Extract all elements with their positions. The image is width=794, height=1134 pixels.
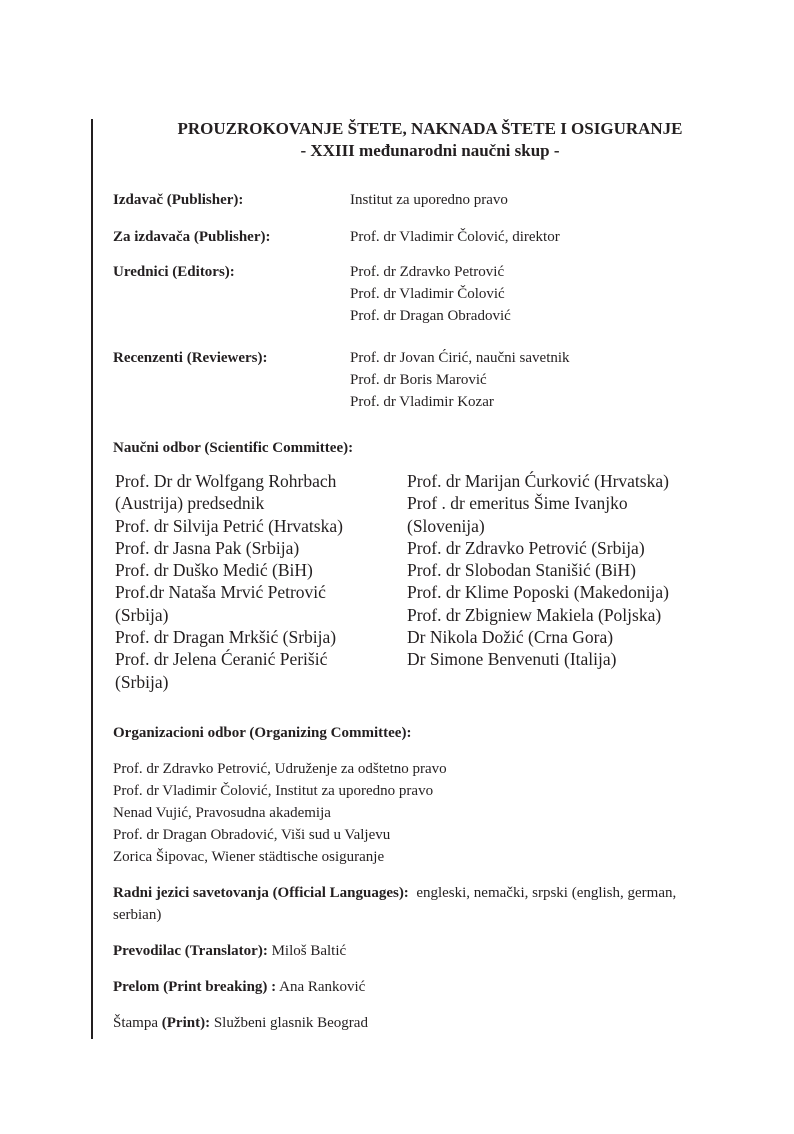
official-languages-label: Radni jezici savetovanja (Official Languages):	[113, 885, 409, 901]
for-publisher-label: Za izdavača (Publisher):	[113, 229, 271, 245]
organizing-committee-label: Organizacioni odbor (Organizing Committee):	[113, 725, 412, 741]
scientific-committee-label: Naučni odbor (Scientific Committee):	[113, 440, 354, 456]
committee-member: Prof. dr Zdravko Petrović (Srbija)	[407, 537, 645, 558]
committee-member: Prof.dr Nataša Mrvić Petrović	[115, 582, 326, 603]
scientific-committee-column-2	[407, 470, 669, 671]
committee-member: Prof. dr Jelena Ćeranić Perišić	[115, 649, 328, 670]
editors-label: Urednici (Editors):	[113, 264, 235, 280]
print-breaking-value: Ana Ranković	[279, 979, 366, 995]
official-languages-value: engleski, nemački, srpski (english, german, serbian)	[113, 885, 677, 923]
print-breaking	[113, 976, 713, 998]
organizing-member: Prof. dr Vladimir Čolović, Institut za uporedno pravo	[113, 783, 434, 799]
translator	[113, 940, 713, 962]
reviewers-label: Recenzenti (Reviewers):	[113, 350, 268, 366]
print-breaking-label: Prelom (Print breaking) :	[113, 979, 277, 995]
committee-member: Prof. dr Jasna Pak (Srbija)	[115, 537, 300, 558]
committee-member: Prof. dr Silvija Petrić (Hrvatska)	[115, 515, 343, 536]
translator-value: Miloš Baltić	[271, 943, 347, 959]
committee-member: Dr Nikola Dožić (Crna Gora)	[407, 627, 614, 648]
committee-member: Prof. dr Slobodan Stanišić (BiH)	[407, 560, 636, 581]
reviewer-name: Prof. dr Boris Marović	[350, 372, 487, 388]
committee-member: (Austrija) predsednik	[115, 493, 265, 514]
document-subtitle: - XXIII međunarodni naučni skup -	[300, 141, 560, 160]
organizing-committee-list	[113, 758, 447, 868]
organizing-member: Prof. dr Zdravko Petrović, Udruženje za odštetno pravo	[113, 761, 447, 777]
committee-member: Dr Simone Benvenuti (Italija)	[407, 649, 617, 670]
publisher-label: Izdavač (Publisher):	[113, 192, 244, 208]
editor-name: Prof. dr Dragan Obradović	[350, 308, 511, 324]
committee-member: (Srbija)	[115, 671, 169, 692]
scientific-committee-column-1	[115, 470, 343, 693]
translator-label: Prevodilac (Translator):	[113, 943, 268, 959]
print	[113, 1012, 713, 1034]
publisher-value: Institut za uporedno pravo	[350, 192, 508, 208]
vertical-margin-rule	[91, 119, 93, 1039]
committee-member: (Srbija)	[115, 604, 169, 625]
organizing-member: Nenad Vujić, Pravosudna akademija	[113, 805, 331, 821]
committee-member: (Slovenija)	[407, 515, 485, 536]
editor-name: Prof. dr Zdravko Petrović	[350, 264, 505, 280]
document-title: PROUZROKOVANJE ŠTETE, NAKNADA ŠTETE I OSIGURANJE	[177, 119, 683, 138]
organizing-member: Prof. dr Dragan Obradović, Viši sud u Valjevu	[113, 827, 391, 843]
committee-member: Prof. dr Dragan Mrkšić (Srbija)	[115, 627, 337, 648]
committee-member: Prof . dr emeritus Šime Ivanjko	[407, 493, 628, 514]
reviewer-name: Prof. dr Vladimir Kozar	[350, 394, 494, 410]
committee-member: Prof. dr Klime Poposki (Makedonija)	[407, 582, 669, 603]
print-label-plain: Štampa	[113, 1015, 158, 1031]
reviewers-list	[350, 347, 570, 413]
editor-name: Prof. dr Vladimir Čolović	[350, 286, 505, 302]
editors-list	[350, 261, 511, 327]
committee-member: Prof. dr Duško Medić (BiH)	[115, 560, 313, 581]
reviewer-name: Prof. dr Jovan Ćirić, naučni savetnik	[350, 350, 570, 366]
committee-member: Prof. Dr dr Wolfgang Rohrbach	[115, 471, 337, 491]
print-label-bold: (Print):	[161, 1015, 211, 1031]
official-languages	[113, 882, 713, 926]
committee-member: Prof. dr Zbigniew Makiela (Poljska)	[407, 604, 662, 625]
committee-member: Prof. dr Marijan Ćurković (Hrvatska)	[407, 471, 669, 491]
for-publisher-value: Prof. dr Vladimir Čolović, direktor	[350, 229, 560, 245]
print-value: Službeni glasnik Beograd	[213, 1015, 368, 1031]
organizing-member: Zorica Šipovac, Wiener städtische osiguranje	[113, 849, 385, 865]
